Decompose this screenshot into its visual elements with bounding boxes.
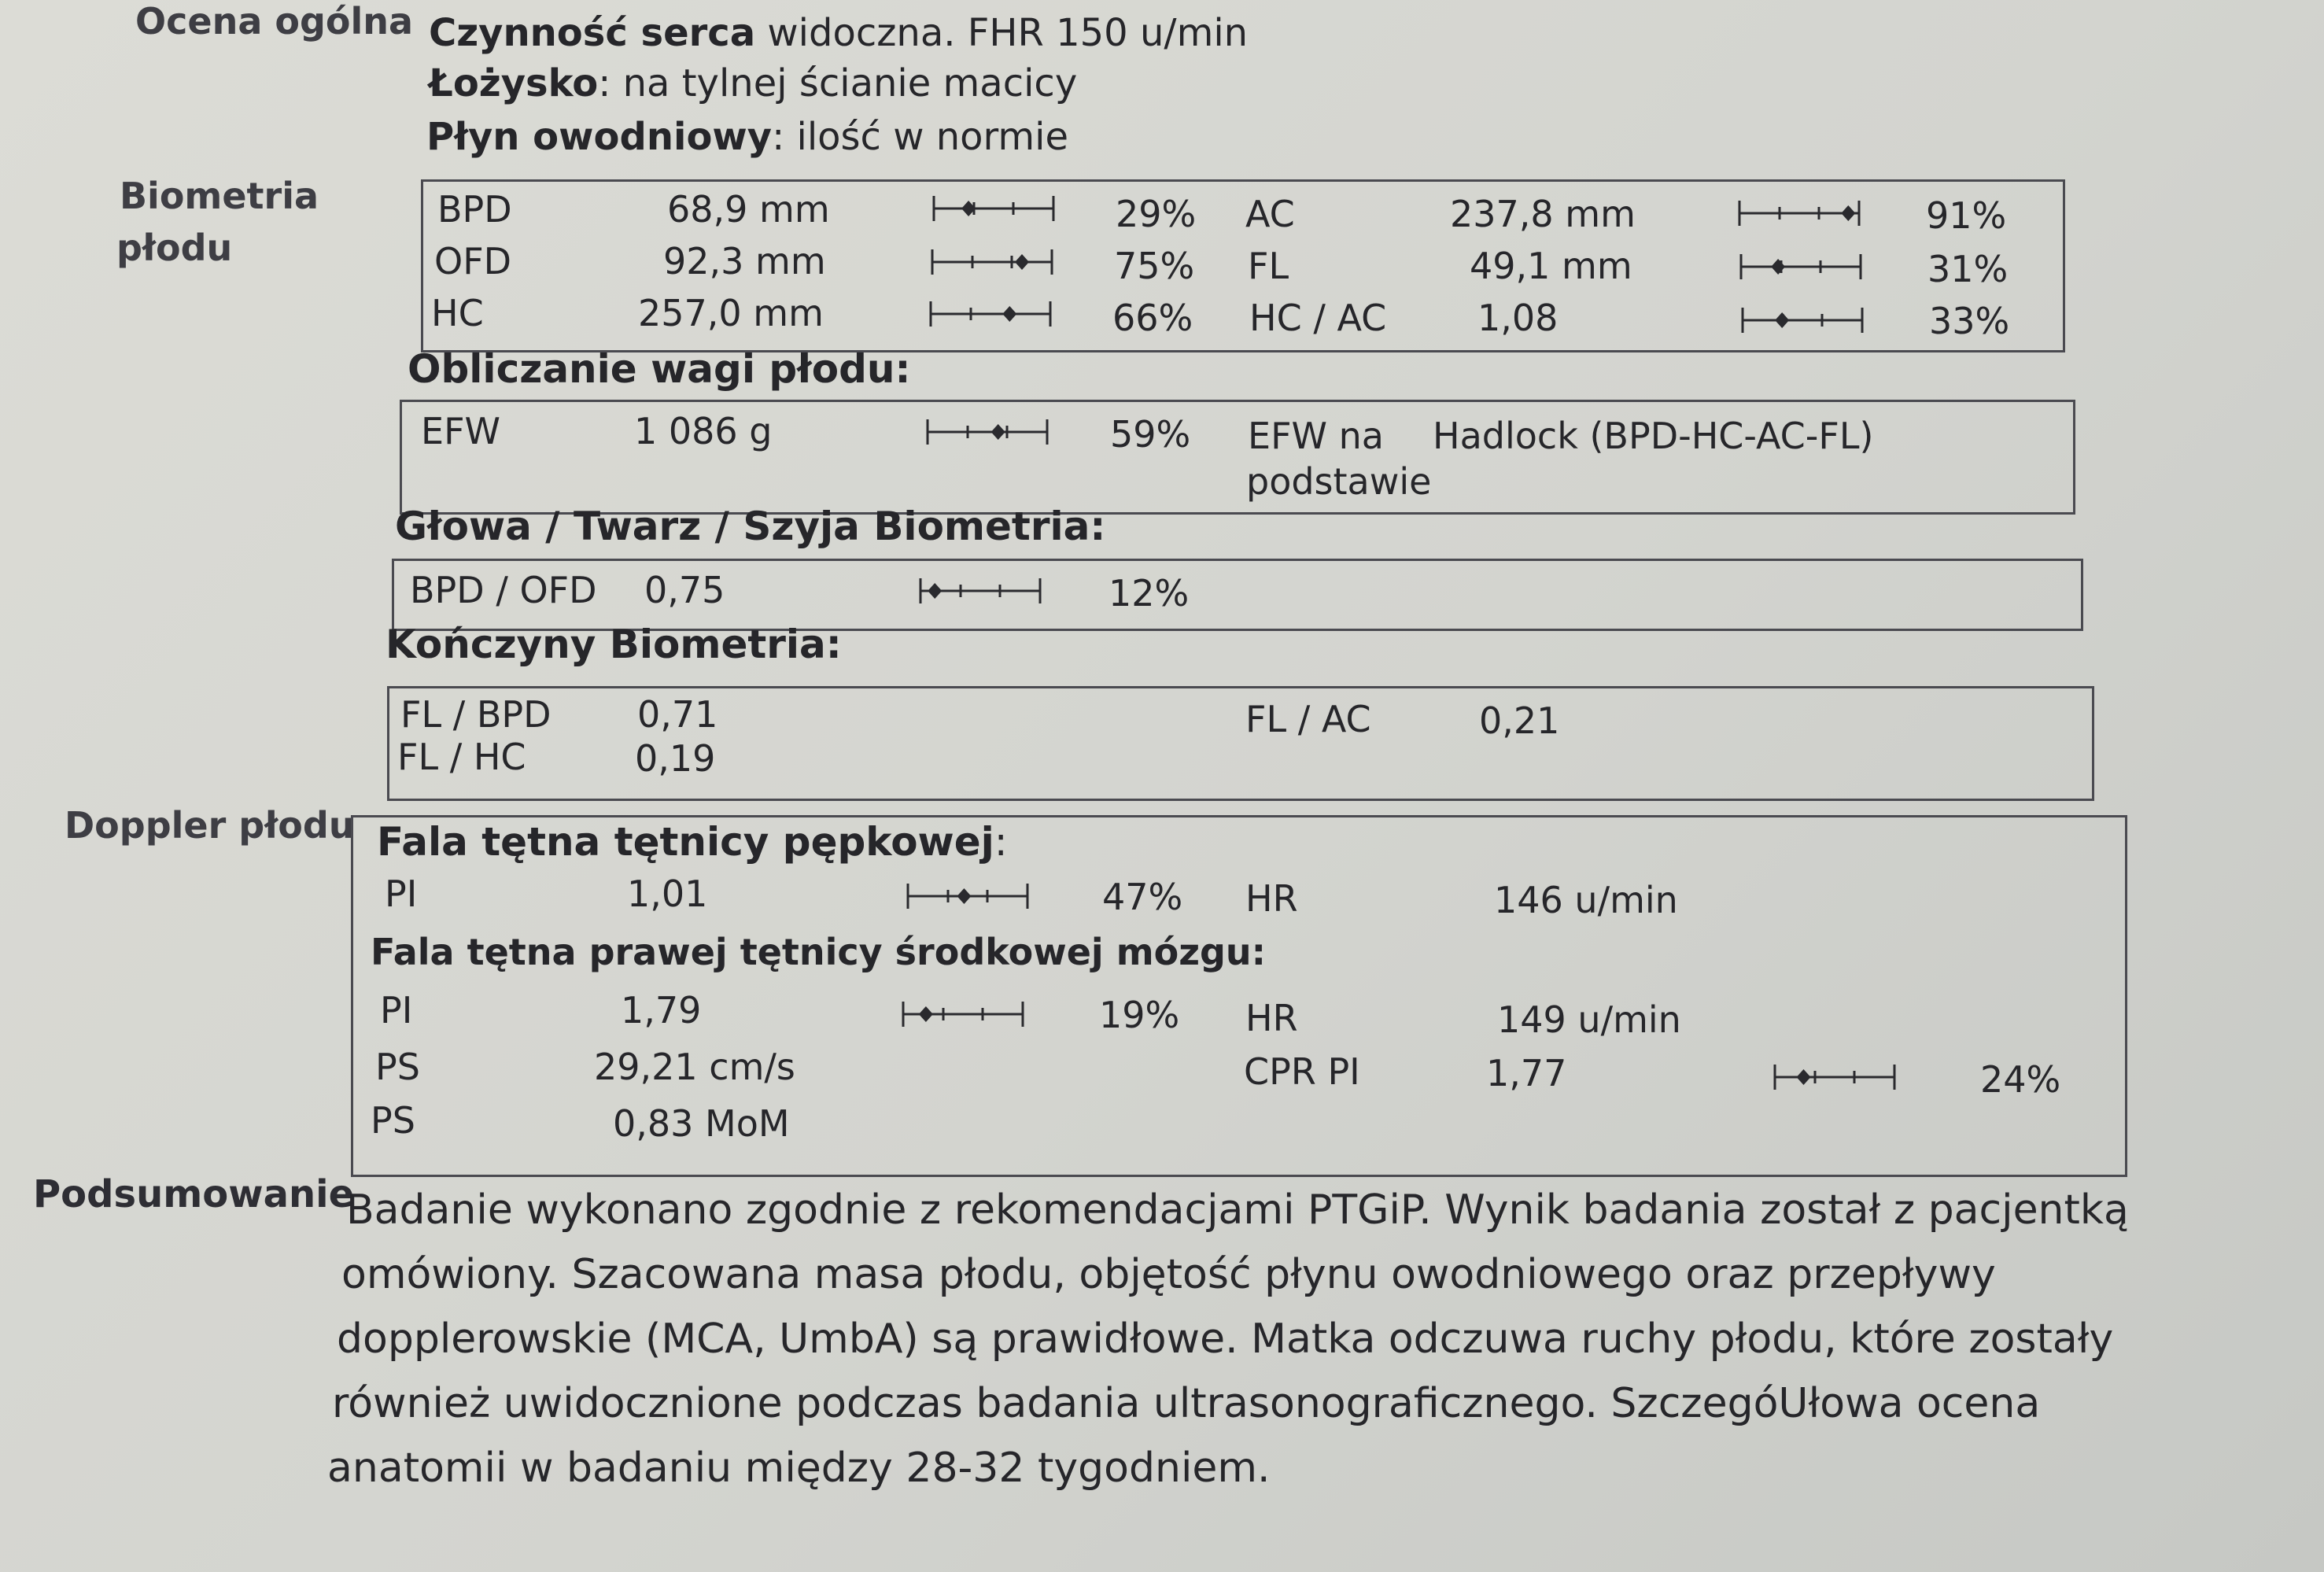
biometry-section-label: Biometria [120, 175, 319, 217]
percentile-value: 12% [1109, 572, 1190, 614]
general-value: widoczna. FHR 150 u/min [755, 11, 1249, 55]
measure-value: 0,75 [644, 569, 725, 611]
umbilical-heading-text: Fala tętna tętnicy pępkowej [377, 819, 994, 865]
efw-basis-value: Hadlock (BPD-HC-AC-FL) [1433, 415, 1874, 457]
limbs-box [387, 686, 2094, 801]
summary-line: również uwidocznione podczas badania ultrasonograficznego. SzczegóUłowa ocena [332, 1380, 2041, 1427]
percentile-scale-graphic [931, 193, 1056, 224]
doppler-section-label: Doppler płodu [65, 804, 355, 847]
measure-value: 0,19 [635, 737, 716, 780]
percentile-scale-graphic [1773, 1061, 1897, 1093]
efw-basis-label-2: podstawie [1246, 460, 1432, 503]
measure-name: AC [1245, 193, 1295, 235]
measure-value: 146 u/min [1494, 879, 1678, 921]
measure-value: 1 086 g [634, 410, 773, 452]
measure-name: BPD / OFD [410, 569, 597, 611]
summary-label: Podsumowanie [33, 1172, 355, 1216]
percentile-marker [1796, 1069, 1810, 1085]
head-box [392, 559, 2083, 631]
percentile-scale-graphic [901, 998, 1025, 1030]
summary-line: dopplerowskie (MCA, UmbA) są prawidłowe. Matka odczuwa ruchy płodu, które zostały [337, 1316, 2114, 1363]
percentile-scale-graphic [1737, 197, 1861, 229]
summary-line: Badanie wykonano zgodnie z rekomendacjami PTGiP. Wynik badania został z pacjentką [346, 1186, 2129, 1234]
percentile-value: 75% [1114, 245, 1195, 287]
percentile-marker [928, 583, 942, 599]
measure-name: FL / BPD [400, 693, 551, 736]
umbilical-heading [377, 819, 1008, 865]
measure-name: HC / AC [1249, 297, 1387, 339]
measure-name: HR [1245, 877, 1298, 920]
weight-heading: Obliczanie wagi płodu: [408, 346, 911, 392]
biometry-section-label-2: płodu [116, 227, 233, 269]
mca-heading: Fala tętna prawej tętnicy środkowej mózgu: [371, 931, 1267, 973]
head-heading: Głowa / Twarz / Szyja Biometria: [395, 504, 1106, 549]
measure-name: CPR PI [1244, 1050, 1360, 1093]
measure-value: 257,0 mm [638, 292, 824, 334]
percentile-scale-graphic [918, 575, 1042, 607]
percentile-value: 29% [1116, 193, 1197, 235]
measure-name: PS [375, 1046, 420, 1088]
percentile-marker [1771, 259, 1785, 275]
general-key: Łożysko [429, 61, 599, 105]
percentile-marker [1775, 312, 1789, 328]
percentile-scale [1739, 251, 1863, 282]
percentile-marker [1841, 205, 1855, 221]
measure-name: PS [371, 1099, 415, 1142]
summary-line: anatomii w badaniu między 28-32 tygodniem. [327, 1445, 1271, 1492]
measure-name: HR [1245, 997, 1298, 1039]
percentile-scale-graphic [930, 246, 1054, 278]
percentile-scale [930, 246, 1054, 278]
percentile-scale [1737, 197, 1861, 229]
percentile-value: 47% [1102, 876, 1183, 918]
measure-value: 237,8 mm [1450, 193, 1636, 235]
limbs-heading: Kończyny Biometria: [385, 622, 842, 667]
measure-value: 1,01 [627, 873, 708, 915]
percentile-scale-graphic [928, 298, 1053, 330]
measure-value: 0,83 MoM [613, 1102, 790, 1145]
percentile-value: 24% [1980, 1058, 2061, 1101]
measure-value: 29,21 cm/s [594, 1046, 795, 1088]
percentile-scale [1740, 304, 1865, 336]
percentile-marker [1002, 306, 1016, 322]
percentile-marker [991, 424, 1005, 440]
measure-name: OFD [434, 240, 512, 282]
percentile-marker [957, 888, 971, 904]
summary-line: omówiony. Szacowana masa płodu, objętość płynu owodniowego oraz przepływy [341, 1251, 1996, 1298]
measure-value: 149 u/min [1497, 998, 1681, 1041]
general-key: Płyn owodniowy [426, 115, 773, 159]
percentile-value: 59% [1110, 413, 1191, 456]
efw-basis-label: EFW na [1248, 415, 1384, 457]
measure-value: 68,9 mm [667, 188, 830, 231]
measure-name: PI [385, 873, 418, 915]
percentile-scale-graphic [1739, 251, 1863, 282]
percentile-scale [906, 880, 1030, 912]
percentile-marker [919, 1006, 933, 1022]
measure-name: EFW [421, 410, 501, 452]
percentile-scale [931, 193, 1056, 224]
measure-value: 0,71 [637, 693, 718, 736]
percentile-scale-graphic [906, 880, 1030, 912]
biometry-table [421, 179, 2065, 352]
measure-value: 49,1 mm [1470, 245, 1632, 287]
measure-name: FL / HC [397, 736, 526, 778]
measure-value: 0,21 [1479, 699, 1560, 742]
percentile-value: 91% [1926, 194, 2007, 237]
general-value: : na tylnej ścianie macicy [598, 61, 1078, 105]
measure-name: FL / AC [1245, 698, 1371, 740]
percentile-marker [1015, 254, 1029, 270]
percentile-value: 19% [1099, 994, 1180, 1036]
measure-name: BPD [437, 188, 512, 231]
measure-name: HC [431, 292, 484, 334]
measure-value: 1,77 [1486, 1052, 1567, 1094]
measure-value: 92,3 mm [663, 240, 826, 282]
percentile-scale-graphic [1740, 304, 1865, 336]
percentile-scale [918, 575, 1042, 607]
general-line-placenta [429, 61, 1077, 105]
measure-name: FL [1248, 245, 1289, 287]
general-value: : ilość w normie [772, 115, 1069, 159]
percentile-value: 33% [1929, 300, 2010, 342]
general-key: Czynność serca [429, 11, 756, 55]
percentile-scale [925, 416, 1049, 448]
measure-value: 1,79 [621, 989, 702, 1031]
general-line-amniotic [426, 115, 1068, 159]
umbilical-heading-colon: : [994, 819, 1008, 865]
percentile-scale-graphic [925, 416, 1049, 448]
percentile-scale [1773, 1061, 1897, 1093]
measure-name: PI [380, 989, 413, 1031]
weight-box [400, 400, 2075, 515]
general-section-label: Ocena ogólna [135, 0, 414, 42]
general-line-heart [429, 11, 1248, 55]
doppler-box [351, 815, 2127, 1177]
percentile-value: 31% [1927, 248, 2009, 290]
percentile-value: 66% [1112, 297, 1193, 339]
percentile-scale [928, 298, 1053, 330]
percentile-scale [901, 998, 1025, 1030]
measure-value: 1,08 [1477, 297, 1559, 339]
